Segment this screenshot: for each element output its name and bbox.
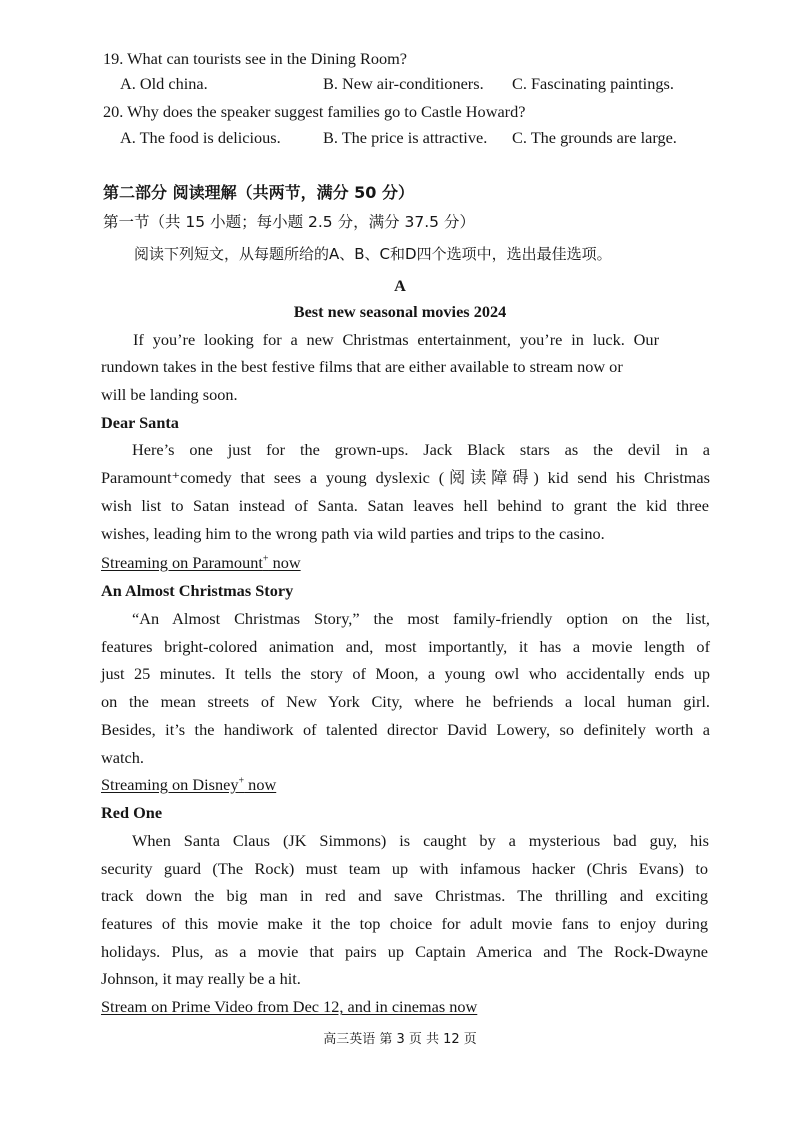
passage-title: Best new seasonal movies 2024 <box>293 302 507 321</box>
movie-desc-line: When Santa Claus (JK Simmons) is caught by a mysterious bad guy, his <box>132 831 709 850</box>
movie-desc-line: wishes, leading him to the wrong path via wild parties and trips to the casino. <box>101 524 605 543</box>
stream-label: Streaming on Disney <box>101 775 239 794</box>
movie-desc-line: features bright-colored animation and, most importantly, it has a movie length of <box>101 637 710 656</box>
intro-line: If you’re looking for a new Christmas entertainment, you’re in luck. Our <box>133 330 659 349</box>
page-footer: 高三英语 第 3 页 共 12 页 <box>323 1032 477 1047</box>
movie-desc-line: Here’s one just for the grown-ups. Jack Black stars as the devil in a <box>132 440 710 459</box>
q20-option-c: C. The grounds are large. <box>512 128 677 147</box>
section1-heading: 第一节（共 15 小题；每小题 2.5 分，满分 37.5 分） <box>103 213 475 231</box>
q19-option-a: A. Old china. <box>120 74 208 93</box>
intro-line: will be landing soon. <box>101 385 238 404</box>
movie-desc-line: track down the big man in red and save Christmas. The thrilling and exciting <box>101 886 708 905</box>
streaming-almost-christmas <box>101 775 276 795</box>
instruction: 阅读下列短文，从每题所给的A、B、C和D四个选项中，选出最佳选项。 <box>134 245 612 263</box>
passage-letter: A <box>394 276 406 295</box>
part2-heading: 第二部分 阅读理解（共两节，满分 50 分） <box>103 183 414 202</box>
q19-option-b: B. New air-conditioners. <box>323 74 484 93</box>
movie-desc-line: Johnson, it may really be a hit. <box>101 969 301 988</box>
q20-option-b: B. The price is attractive. <box>323 128 488 147</box>
q19-option-c: C. Fascinating paintings. <box>512 74 674 93</box>
stream-superscript: + <box>262 553 269 565</box>
movie-desc-line: just 25 minutes. It tells the story of Moon, a young owl who accidentally ends up <box>101 664 710 683</box>
movie-title-red-one: Red One <box>101 803 163 822</box>
stream-tail: now <box>244 775 277 794</box>
movie-title-almost-christmas: An Almost Christmas Story <box>101 581 294 600</box>
movie-desc-line: security guard (The Rock) must team up with infamous hacker (Chris Evans) to <box>101 859 708 878</box>
intro-line: rundown takes in the best festive films that are either available to stream now or <box>101 357 623 376</box>
movie-desc-line: on the mean streets of New York City, where he befriends a local human girl. <box>101 692 710 711</box>
streaming-red-one: Stream on Prime Video from Dec 12, and in cinemas now <box>101 997 478 1016</box>
movie-desc-line: holidays. Plus, as a movie that pairs up Captain America and The Rock-Dwayne <box>101 942 708 961</box>
question-20: 20. Why does the speaker suggest families go to Castle Howard? <box>103 102 526 121</box>
stream-label: Streaming on Paramount <box>101 553 263 572</box>
movie-desc-line: watch. <box>101 748 144 767</box>
stream-tail: now <box>268 553 301 572</box>
movie-title-dear-santa: Dear Santa <box>101 413 179 432</box>
movie-desc-line: Besides, it’s the handiwork of talented director David Lowery, so definitely worth a <box>101 720 710 739</box>
q20-option-a: A. The food is delicious. <box>120 128 281 147</box>
movie-desc-line: “An Almost Christmas Story,” the most family-friendly option on the list, <box>132 609 710 628</box>
movie-desc-line: Paramount⁺comedy that sees a young dyslexic (阅读障碍) kid send his Christmas <box>101 468 710 487</box>
streaming-dear-santa <box>101 553 301 573</box>
stream-superscript: + <box>238 775 245 787</box>
movie-desc-line: features of this movie make it the top choice for adult movie fans to enjoy during <box>101 914 708 933</box>
movie-desc-line: wish list to Satan instead of Santa. Satan leaves hell behind to grant the kid three <box>101 496 709 515</box>
question-19: 19. What can tourists see in the Dining Room? <box>103 49 408 68</box>
